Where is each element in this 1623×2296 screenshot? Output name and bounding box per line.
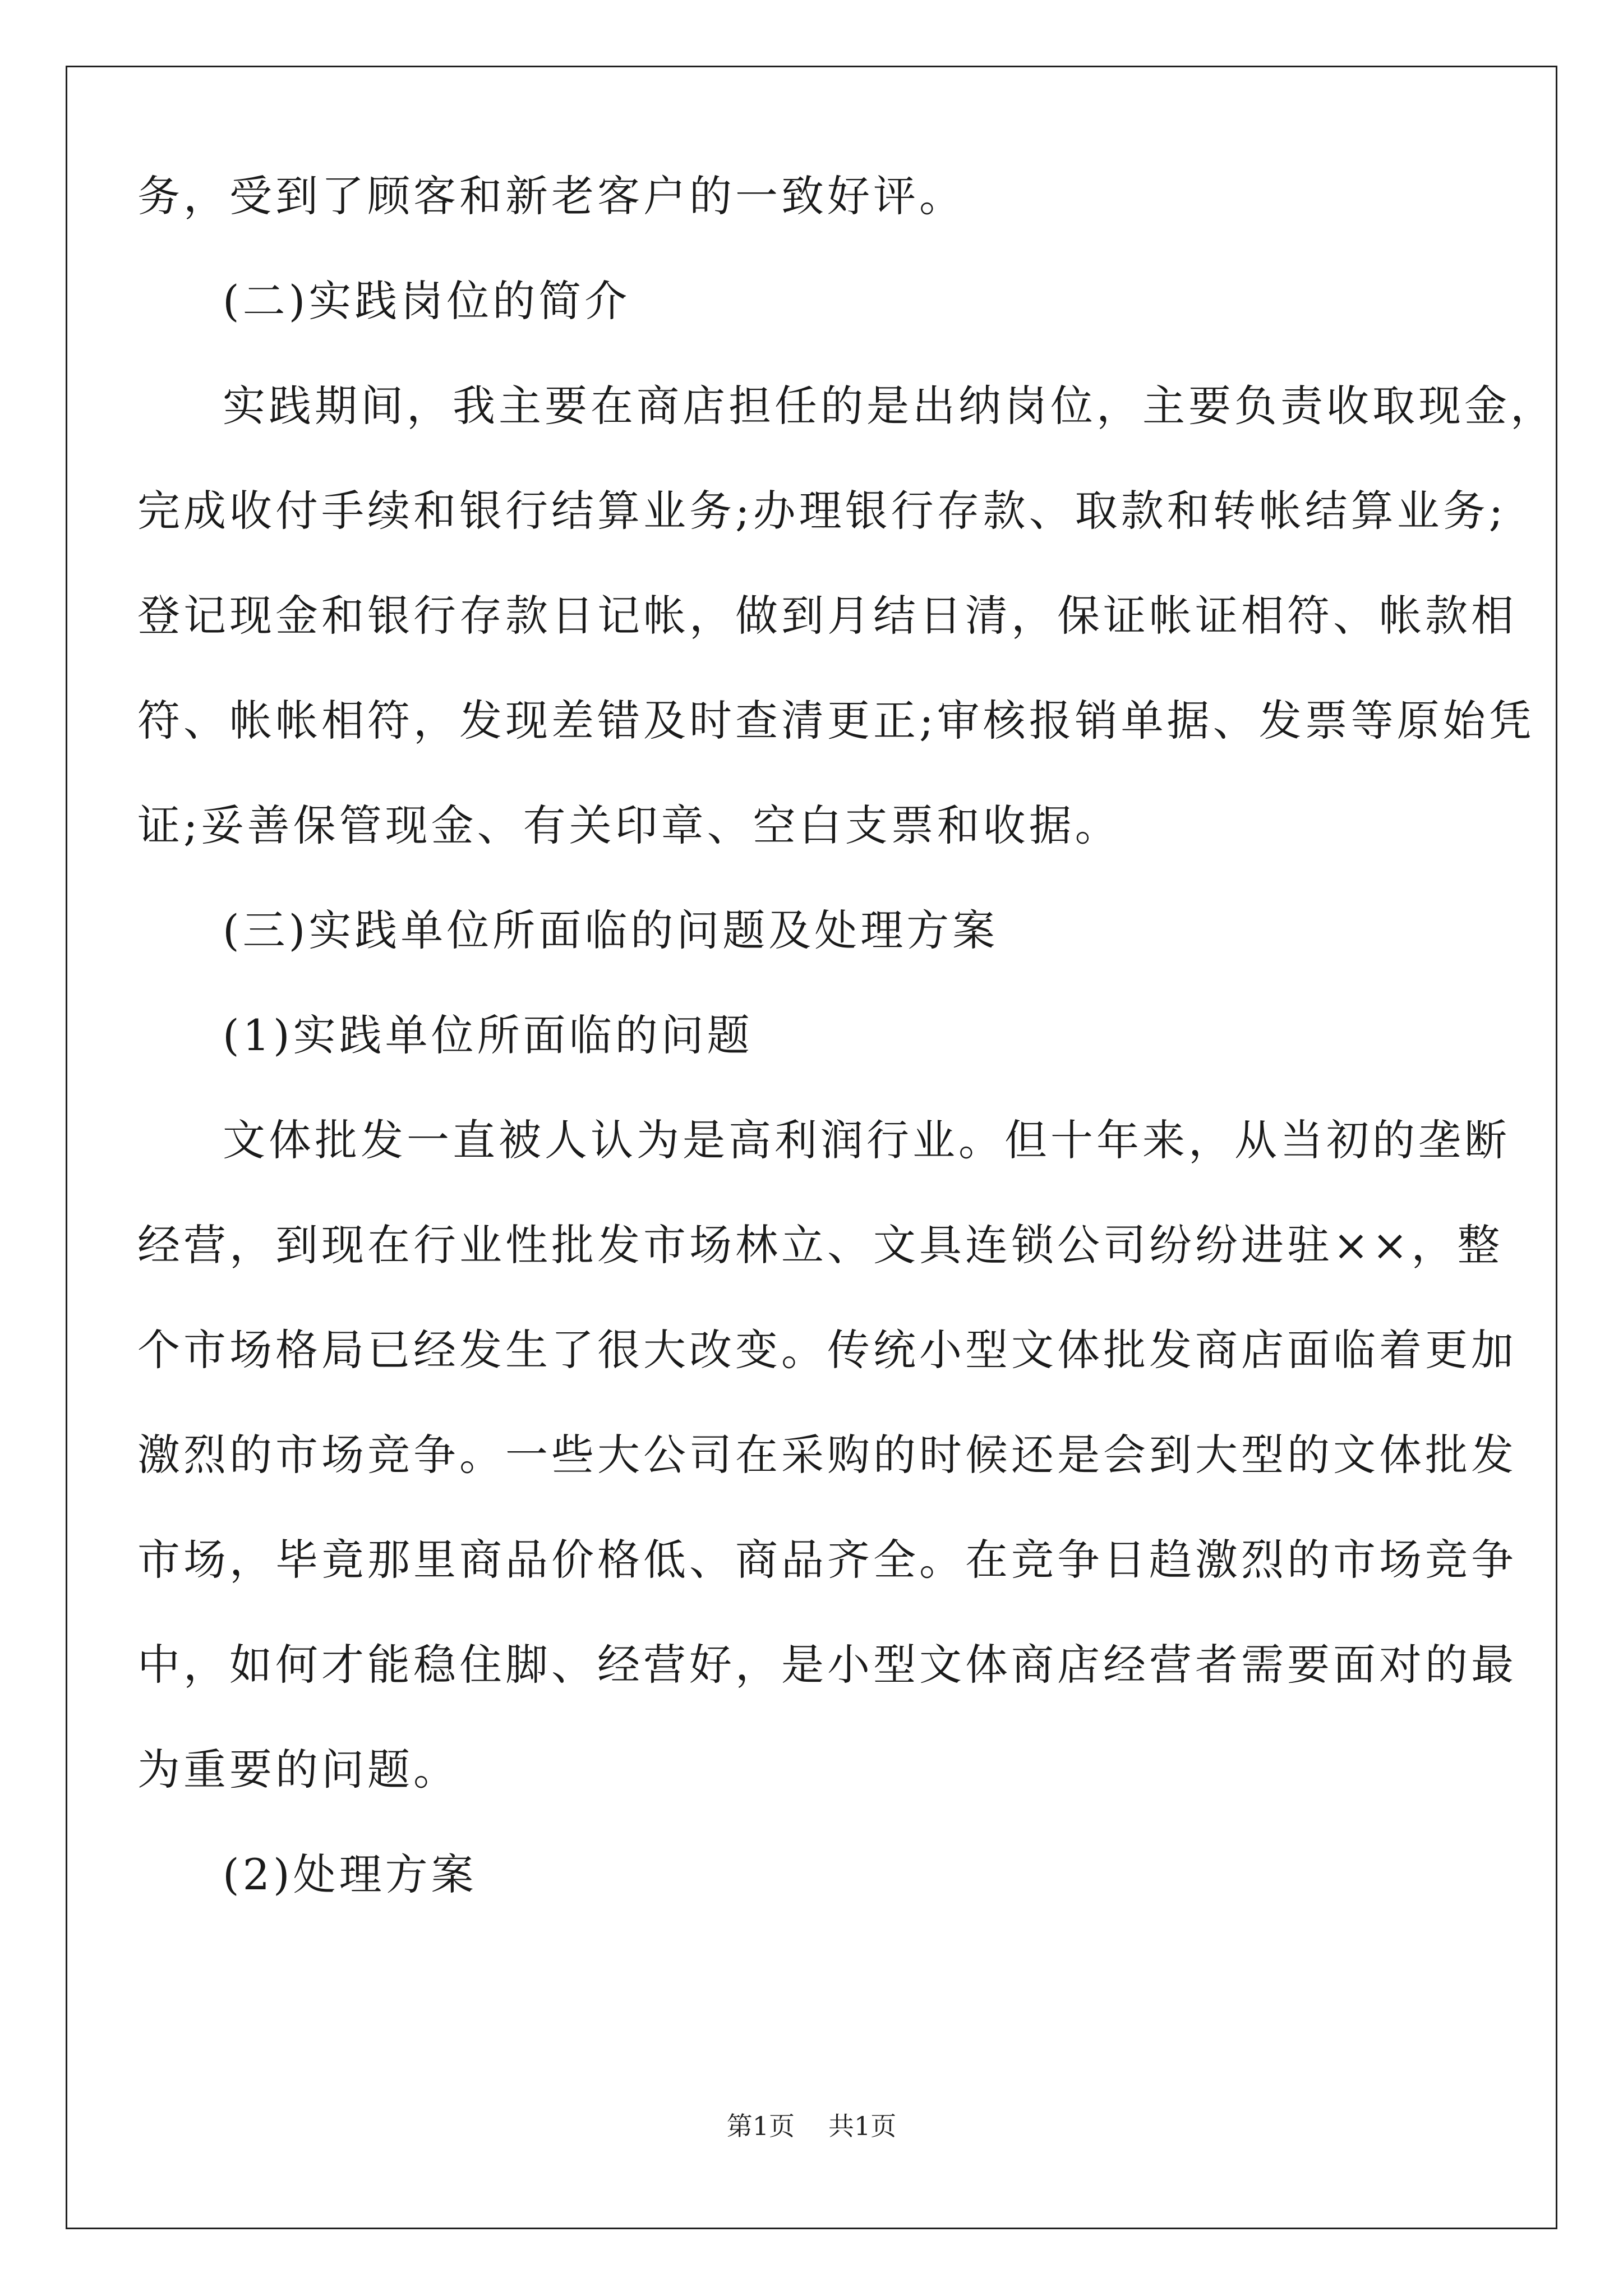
text-line-11: 经营，到现在行业性批发市场林立、文具连锁公司纷纷进驻××，整	[137, 1220, 1504, 1270]
section-heading-2: (二)实践岗位的简介	[223, 276, 631, 326]
text-line-6: 符、帐帐相符，发现差错及时查清更正;审核报销单据、发票等原始凭	[137, 696, 1535, 746]
text-line-5: 登记现金和银行存款日记帐，做到月结日清，保证帐证相符、帐款相	[137, 591, 1517, 641]
text-line-15: 中，如何才能稳住脚、经营好，是小型文体商店经营者需要面对的最	[137, 1640, 1517, 1690]
page-number-current: 第1页	[726, 2111, 795, 2141]
text-line-4: 完成收付手续和银行结算业务;办理银行存款、取款和转帐结算业务;	[137, 486, 1507, 536]
text-line-14: 市场，毕竟那里商品价格低、商品齐全。在竞争日趋激烈的市场竞争	[137, 1535, 1517, 1585]
text-line-16: 为重要的问题。	[137, 1745, 459, 1795]
page-number-total: 共1页	[828, 2111, 897, 2141]
text-line-12: 个市场格局已经发生了很大改变。传统小型文体批发商店面临着更加	[137, 1325, 1517, 1375]
text-line-3: 实践期间，我主要在商店担任的是出纳岗位，主要负责收取现金，	[223, 381, 1556, 431]
text-line-10: 文体批发一直被人认为是高利润行业。但十年来，从当初的垄断	[223, 1115, 1510, 1165]
subheading-1: (1)实践单位所面临的问题	[223, 1010, 753, 1060]
text-line-7: 证;妥善保管现金、有关印章、空白支票和收据。	[137, 800, 1121, 850]
text-line-13: 激烈的市场竞争。一些大公司在采购的时候还是会到大型的文体批发	[137, 1430, 1517, 1480]
subheading-2: (2)处理方案	[223, 1849, 477, 1899]
page-footer	[0, 2109, 1623, 2143]
section-heading-3: (三)实践单位所面临的问题及处理方案	[223, 905, 999, 955]
text-line-1: 务，受到了顾客和新老客户的一致好评。	[137, 171, 965, 221]
